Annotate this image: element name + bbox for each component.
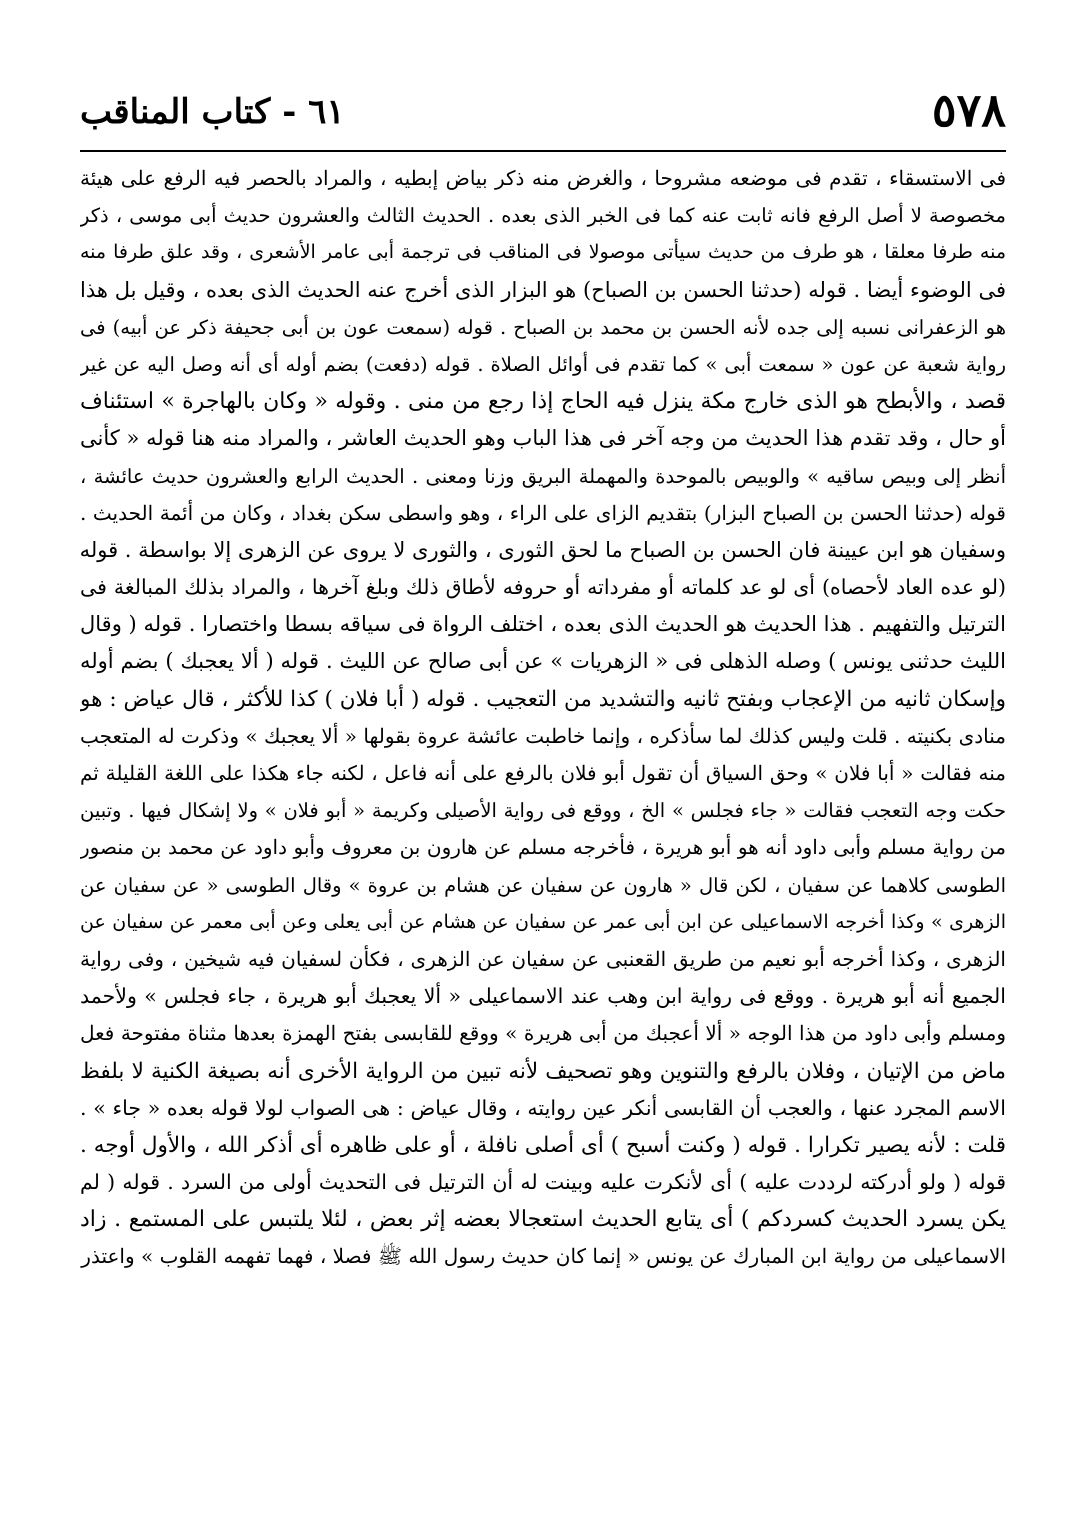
text-line: الاسم المجرد عنها ، والعجب أن القابسى أنكر عين روايته ، وقال عياض : هى الصواب لولا قوله بعده « جاء » . — [80, 1095, 1006, 1120]
text-line: قوله ( ولو أدركته لرددت عليه ) أى لأنكرت عليه وبينت له أن الترتيل فى التحديث أولى من السرد . قوله ( لم — [80, 1170, 1006, 1195]
text-line: وسفيان هو ابن عيينة فان الحسن بن الصباح ما لحق الثورى ، والثورى لا يروى عن الزهرى إلا بواسطة . قوله — [80, 537, 1006, 562]
commentary-text — [80, 160, 1006, 1276]
chapter-title: ٦١ - كتاب المناقب — [80, 92, 345, 132]
text-line: أو حال ، وقد تقدم هذا الحديث من وجه آخر فى هذا الباب وهو الحديث العاشر ، والمراد منه هنا قوله « كأنى — [80, 426, 1006, 451]
text-line: الطوسى كلاهما عن سفيان ، لكن قال « هارون عن سفيان عن هشام بن عروة » وقال الطوسى « عن سفيان عن — [80, 873, 1006, 897]
text-line: الزهرى ، وكذا أخرجه أبو نعيم من طريق القعنبى عن سفيان عن الزهرى ، فكأن لسفيان فيه شيخين ، وفى رواية — [80, 946, 1006, 971]
text-line: قصد ، والأبطح هو الذى خارج مكة ينزل فيه الحاج إذا رجع من منى . وقوله « وكان بالهاجرة » استئناف — [80, 389, 1006, 415]
text-line: الزهرى » وكذا أخرجه الاسماعيلى عن ابن أبى عمر عن سفيان عن هشام عن أبى يعلى وعن أبى معمر عن سفيان عن — [80, 910, 1006, 933]
text-line: هو الزعفرانى نسبه إلى جده لأنه الحسن بن محمد بن الصباح . قوله (سمعت عون بن أبى جحيفة ذكر عن أبيه) فى — [80, 315, 1006, 339]
text-line: ومسلم وأبى داود من هذا الوجه « ألا أعجبك من أبى هريرة » ووقع للقابسى بفتح الهمزة بعدها مثناة مفتوحة فعل — [80, 1021, 1006, 1046]
text-line: ماض من الإتيان ، وفلان بالرفع والتنوين وهو تصحيف لأنه تبين من الرواية الأخرى أنه بصيغة الكنية لا بلفظ — [80, 1058, 1006, 1084]
text-line: الليث حدثنى يونس ) وصله الذهلى فى « الزهريات » عن أبى صالح عن الليث . قوله ( ألا يعجبك ) بضم أوله — [80, 649, 1006, 674]
text-line: قلت : لأنه يصير تكرارا . قوله ( وكنت أسبح ) أى أصلى نافلة ، أو على ظاهره أى أذكر الله ، والأول أوجه . — [80, 1132, 1006, 1158]
text-line: قوله (حدثنا الحسن بن الصباح البزار) بتقديم الزاى على الراء ، وهو واسطى سكن بغداد ، وكان من أئمة الحديث . — [80, 500, 1006, 525]
text-line: منه طرفا معلقا ، هو طرف من حديث سيأتى موصولا فى المناقب فى ترجمة أبى عامر الأشعرى ، وقد علق طرفا منه — [80, 241, 1006, 264]
text-line: منادى بكنيته . قلت وليس كذلك لما سأذكره ، وإنما خاطبت عائشة عروة بقولها « ألا يعجبك » وذكرت له المتعجب — [80, 723, 1006, 748]
text-line: مخصوصة لا أصل الرفع فانه ثابت عنه كما فى الخبر الذى بعده . الحديث الثالث والعشرون حديث أبى موسى ، ذكر — [80, 204, 1006, 228]
text-line: الجميع أنه أبو هريرة . ووقع فى رواية ابن وهب عند الاسماعيلى « ألا يعجبك أبو هريرة ، جاء فجلس » ولأحمد — [80, 984, 1006, 1009]
header-divider — [80, 150, 1006, 152]
text-line: فى الوضوء أيضا . قوله (حدثنا الحسن بن الصباح) هو البزار الذى أخرج عنه الحديث الذى بعده ، وقيل بل هذا — [80, 277, 1006, 302]
text-line: وإسكان ثانيه من الإعجاب وبفتح ثانيه والتشديد من التعجيب . قوله ( أبا فلان ) كذا للأكثر ، قال عياض : هو — [80, 686, 1006, 712]
text-line: منه فقالت « أبا فلان » وحق السياق أن تقول أبو فلان بالرفع على أنه فاعل ، لكنه جاء هكذا على اللغة القليلة ثم — [80, 761, 1006, 785]
text-line: الترتيل والتفهيم . هذا الحديث هو الحديث الذى بعده ، اختلف الرواة فى سياقه بسطا واختصارا . قوله ( وقال — [80, 612, 1006, 637]
text-line: (لو عده العاد لأحصاه) أى لو عد كلماته أو مفرداته أو حروفه لأطاق ذلك وبلغ آخرها ، والمراد بذلك المبالغة فى — [80, 575, 1006, 600]
text-line: الاسماعيلى من رواية ابن المبارك عن يونس « إنما كان حديث رسول الله ﷺ فصلا ، فهما تفهمه القلوب » واعتذر — [81, 1244, 1006, 1269]
text-line: أنظر إلى وبيص ساقيه » والوبيص بالموحدة والمهملة البريق وزنا ومعنى . الحديث الرابع والعشرون حديث عائشة ، — [80, 464, 1006, 488]
text-line: رواية شعبة عن عون « سمعت أبى » كما تقدم فى أوائل الصلاة . قوله (دفعت) بضم أوله أى أنه وصل اليه عن غير — [80, 352, 1006, 376]
text-line: من رواية مسلم وأبى داود أنه هو أبو هريرة ، فأخرجه مسلم عن هارون بن معروف وأبو داود عن محمد بن منصور — [80, 835, 1006, 860]
text-line: حكت وجه التعجب فقالت « جاء فجلس » الخ ، ووقع فى رواية الأصيلى وكريمة « أبو فلان » ولا إشكال فيها . وتبين — [80, 799, 1006, 823]
text-line: فى الاستسقاء ، تقدم فى موضعه مشروحا ، والغرض منه ذكر بياض إبطيه ، والمراد بالحصر فيه الرفع على هيئة — [80, 166, 1006, 190]
page-number: ٥٧٨ — [931, 83, 1006, 137]
text-line: يكن يسرد الحديث كسردكم ) أى يتابع الحديث استعجالا بعضه إثر بعض ، لئلا يلتبس على المستمع . زاد — [80, 1207, 1006, 1233]
page-header — [80, 82, 1006, 144]
